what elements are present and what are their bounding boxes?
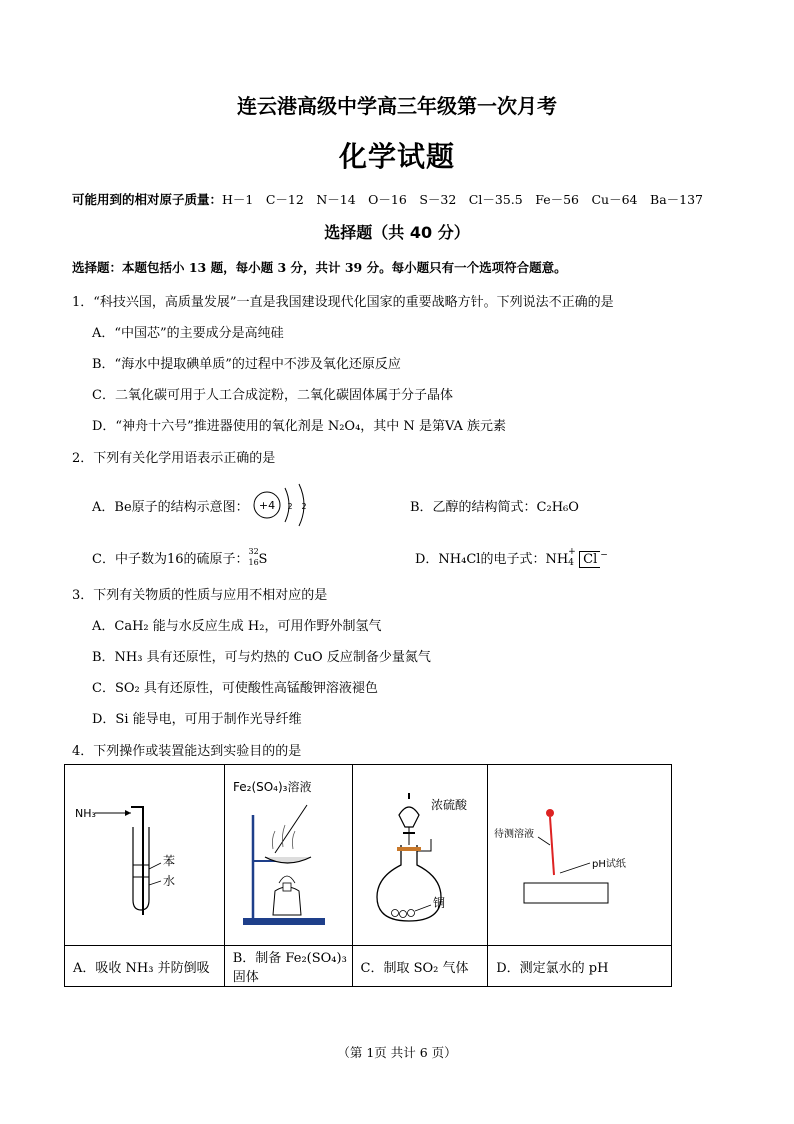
subject-title: 化学试题 <box>338 140 455 173</box>
apparatus-b-lamp-wick <box>283 883 291 891</box>
apparatus-d-solution-pointer <box>538 837 550 845</box>
be-nucleus-charge: +4 <box>258 499 276 512</box>
apparatus-c-acid-label: 浓硫酸 <box>430 798 467 812</box>
apparatus-b-solution-label: Fe₂(SO₄)₃溶液 <box>232 780 312 794</box>
apparatus-c-caption: C．制取 SO₂ 气体 <box>352 946 488 987</box>
apparatus-a-cell <box>65 765 225 946</box>
nh4-charge: + <box>568 546 576 557</box>
chloride-charge: − <box>600 550 608 561</box>
question-2-option-d <box>415 548 608 568</box>
question-3-option-a: A．CaH₂ 能与水反应生成 H₂，可用作野外制氢气 <box>92 619 382 634</box>
atomic-mass-values: H－1 C－12 N－14 O－16 S－32 Cl－35.5 Fe－56 Cu－64 Ba－137 <box>222 192 704 207</box>
apparatus-c-copper-piece-2 <box>399 911 406 918</box>
question-2-option-a-text: A．Be原子的结构示意图： <box>92 500 249 515</box>
apparatus-d-cell <box>488 765 672 946</box>
question-2-option-b: B．乙醇的结构简式：C₂H₆O <box>410 500 579 515</box>
nh4-subscript: 4 <box>568 557 574 568</box>
apparatus-table <box>64 764 672 987</box>
nh4-text: NH <box>545 552 569 567</box>
apparatus-b-glass-rod <box>275 805 307 853</box>
apparatus-c-diagram <box>353 765 487 941</box>
section-instructions: 选择题：本题包括小 13 题，每小题 3 分，共计 39 分。每小题只有一个选项符合题意。 <box>72 260 567 275</box>
question-1-option-c: C．二氧化碳可用于人工合成淀粉，二氧化碳固体属于分子晶体 <box>92 388 453 403</box>
question-3-option-d: D．Si 能导电，可用于制作光导纤维 <box>92 712 302 727</box>
apparatus-b-stand-base <box>243 918 325 925</box>
question-4-stem: 4．下列操作或装置能达到实验目的的是 <box>72 744 302 759</box>
section-heading: 选择题（共 40 分） <box>324 223 470 242</box>
apparatus-a-benzene-label: 苯 <box>163 854 176 868</box>
question-1-option-d: D．“神舟十六号”推进器使用的氧化剂是 N₂O₄，其中 N 是第VA 族元素 <box>92 419 506 434</box>
chloride-bracket <box>579 551 600 568</box>
apparatus-a-gas-label: NH₃ <box>75 807 96 820</box>
apparatus-d-paper-label: pH试纸 <box>592 859 627 870</box>
apparatus-c-flask <box>377 845 441 921</box>
sulfur-symbol: S <box>258 551 268 567</box>
apparatus-c-copper-piece-1 <box>391 910 398 917</box>
be-shell-1-electrons: 2 <box>287 502 293 511</box>
apparatus-a-test-tube <box>133 827 149 910</box>
apparatus-d-test-paper <box>524 883 608 903</box>
apparatus-d-solution-label: 待测溶液 <box>494 829 535 840</box>
apparatus-d-caption: D．测定氯水的 pH <box>488 946 672 987</box>
apparatus-b-cell <box>224 765 352 946</box>
page-footer: （第 1页 共计 6 页） <box>337 1045 457 1060</box>
apparatus-a-water-pointer <box>149 881 161 885</box>
apparatus-c-cell <box>352 765 488 946</box>
atomic-mass-label: 可能用到的相对原子质量： <box>72 192 223 207</box>
apparatus-a-caption: A．吸收 NH₃ 并防倒吸 <box>65 946 225 987</box>
apparatus-b-evaporating-dish <box>265 857 311 863</box>
question-3-option-b: B．NH₃ 具有还原性，可与灼热的 CuO 反应制备少量氮气 <box>92 650 431 665</box>
apparatus-b-diagram <box>225 765 351 941</box>
apparatus-a-diagram <box>65 765 223 941</box>
question-2-stem: 2．下列有关化学用语表示正确的是 <box>72 451 276 466</box>
apparatus-c-copper-piece-3 <box>407 910 414 917</box>
apparatus-a-benzene-pointer <box>149 863 161 869</box>
nh4-formula <box>545 546 576 568</box>
apparatus-b-caption: B．制备 Fe₂(SO₄)₃ 固体 <box>224 946 352 987</box>
sulfur-nuclide-symbol <box>248 546 269 568</box>
apparatus-d-dropper-tube <box>550 817 554 875</box>
question-3-stem: 3．下列有关物质的性质与应用不相对应的是 <box>72 588 328 603</box>
question-2-option-c-text: C．中子数为16的硫原子： <box>92 552 249 567</box>
apparatus-c-copper-label: 铜 <box>432 896 445 910</box>
apparatus-d-dropper-bulb <box>546 809 554 817</box>
question-1-option-b: B．“海水中提取碘单质”的过程中不涉及氧化还原反应 <box>92 357 401 372</box>
apparatus-a-water-label: 水 <box>163 874 176 888</box>
apparatus-a-arrowhead <box>125 810 131 816</box>
apparatus-c-dropping-funnel <box>399 807 419 827</box>
chloride-symbol: Cl <box>583 552 598 567</box>
question-2-option-a <box>92 496 249 515</box>
sulfur-atomic-number: 16 <box>248 557 259 567</box>
school-title: 连云港高级中学高三年级第一次月考 <box>237 94 557 118</box>
atomic-mass-line <box>72 190 703 208</box>
sulfur-mass-number: 32 <box>248 546 259 556</box>
question-2-option-d-text: D．NH₄Cl的电子式： <box>415 552 546 567</box>
be-shell-2-electrons: 2 <box>301 502 307 511</box>
question-3-option-c: C．SO₂ 具有还原性，可使酸性高锰酸钾溶液褪色 <box>92 681 378 696</box>
apparatus-d-paper-pointer <box>560 863 590 873</box>
apparatus-b-flame <box>279 876 295 883</box>
question-1-option-a: A．“中国芯”的主要成分是高纯硅 <box>92 326 284 341</box>
question-1-stem: 1．“科技兴国，高质量发展”一直是我国建设现代化国家的重要战略方针。下列说法不正确的是 <box>72 295 614 310</box>
nh4-scripts <box>568 546 576 568</box>
apparatus-image-row <box>65 765 672 946</box>
apparatus-d-diagram <box>488 765 670 941</box>
question-2-option-c <box>92 548 269 568</box>
apparatus-caption-row <box>65 946 672 987</box>
be-atom-structure-diagram <box>251 480 323 530</box>
